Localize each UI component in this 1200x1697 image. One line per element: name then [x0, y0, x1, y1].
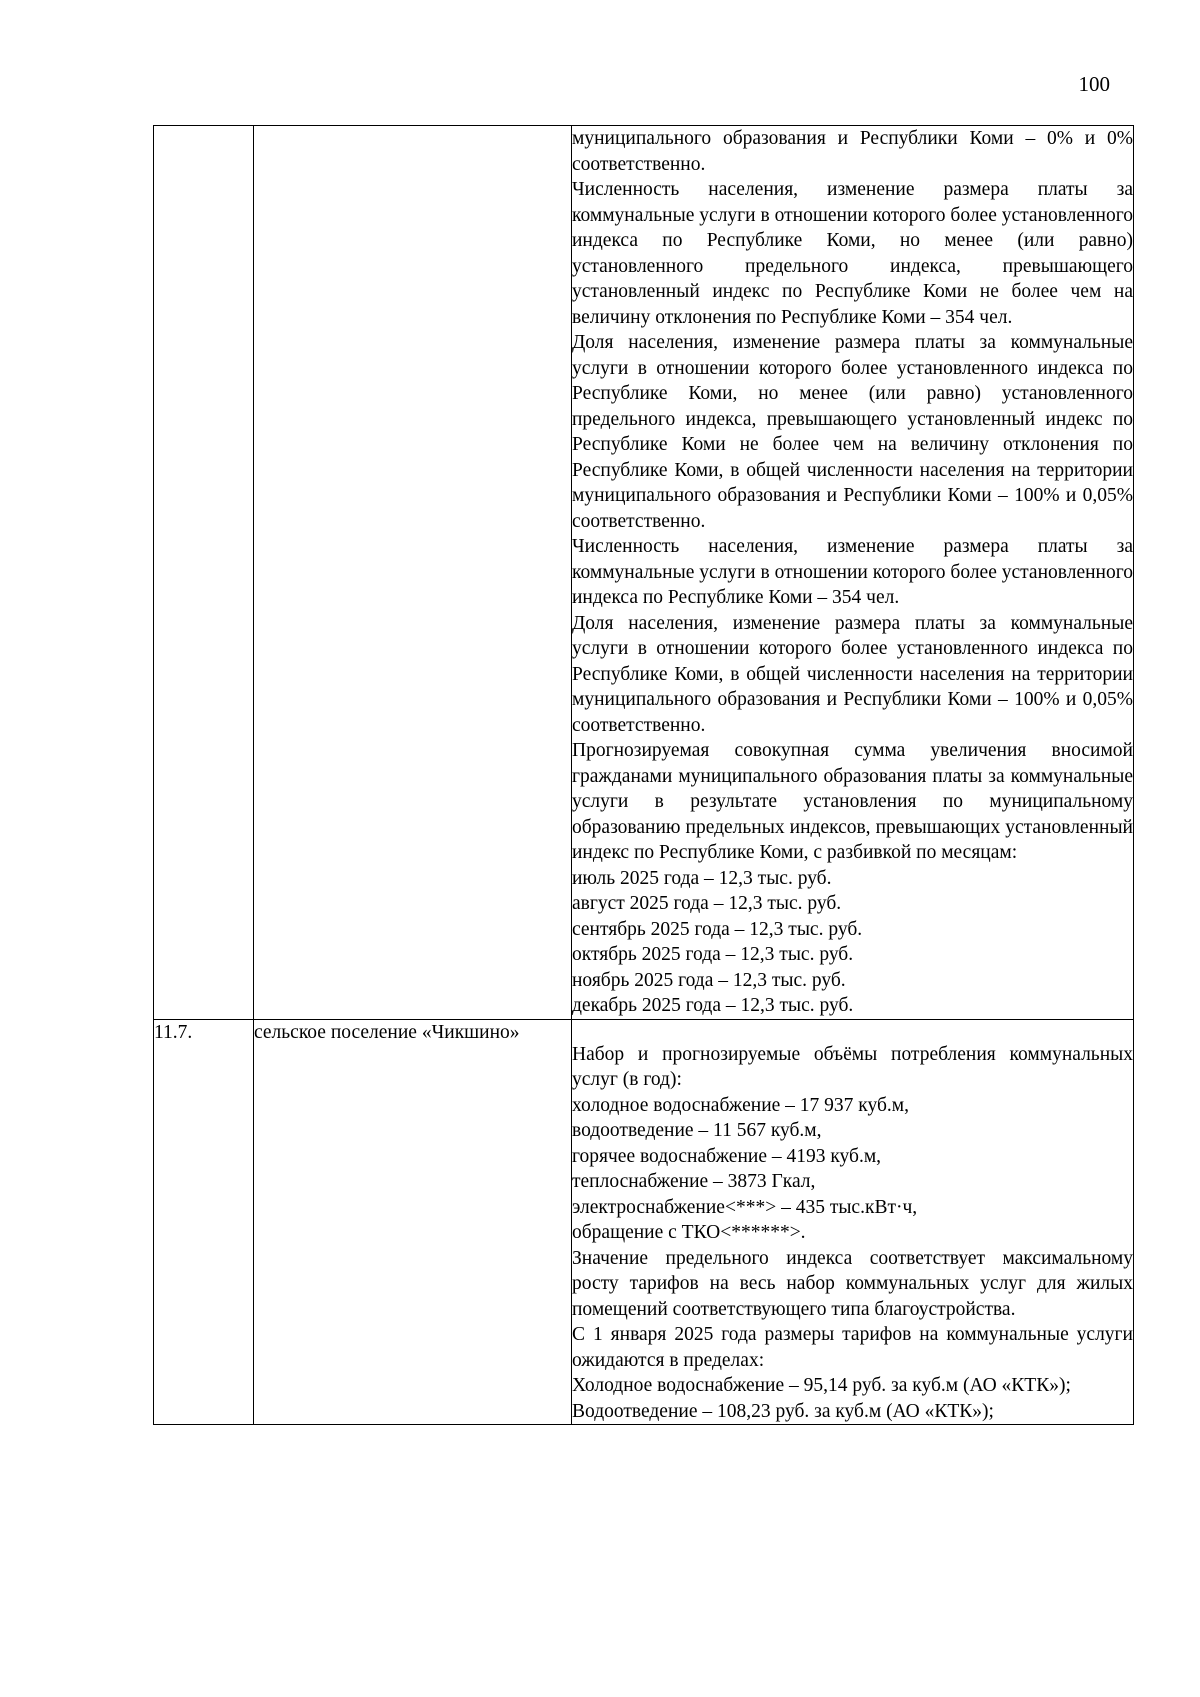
monthly-amount-line: август 2025 года – 12,3 тыс. руб. [572, 893, 842, 914]
paragraph: Набор и прогнозируемые объёмы потребления коммунальных услуг (в год): [572, 1043, 1133, 1090]
monthly-amount-line: октябрь 2025 года – 12,3 тыс. руб. [572, 944, 854, 965]
paragraph: Доля населения, изменение размера платы за коммунальные услуги в отношении которого более установленного индекса по Республике Коми, но менее (или равно) установленного предельного индекса, превышающего установленный индекс по Республике Коми не более чем на величину отклонения по Республике Коми, в общей численности населения на территории муниципального образования и Республики Коми – 100% и 0,05% соответственно. [572, 332, 1133, 532]
municipality-name-cell [254, 126, 572, 1020]
paragraph: Численность населения, изменение размера платы за коммунальные услуги в отношении которого более установленного индекса по Республике Коми, но менее (или равно) установленного предельного индекса, превышающего установленный индекс по Республике Коми не более чем на величину отклонения по Республике Коми – 354 чел. [572, 179, 1133, 328]
consumption-line: горячее водоснабжение – 4193 куб.м, [572, 1145, 882, 1167]
paragraph: С 1 января 2025 года размеры тарифов на коммунальные услуги ожидаются в пределах: [572, 1324, 1133, 1371]
description-cell [572, 126, 1134, 1020]
paragraph: муниципального образования и Республики Коми – 0% и 0% соответственно. [572, 128, 1133, 175]
table-row [154, 126, 1134, 1020]
paragraph: Доля населения, изменение размера платы за коммунальные услуги в отношении которого более установленного индекса по Республике Коми, в общей численности населения на территории муниципального образования и Республики Коми – 100% и 0,05% соответственно. [572, 612, 1133, 736]
consumption-line: холодное водоснабжение – 17 937 куб.м, [572, 1094, 909, 1116]
monthly-amount-line: сентябрь 2025 года – 12,3 тыс. руб. [572, 918, 863, 940]
row-number-cell [154, 126, 254, 1020]
paragraph: Холодное водоснабжение – 95,14 руб. за куб.м (АО «КТК»); [572, 1375, 1071, 1396]
monthly-amount-line: июль 2025 года – 12,3 тыс. руб. [572, 867, 832, 889]
consumption-line: теплоснабжение – 3873 Гкал, [572, 1171, 816, 1192]
row-number-cell: 11.7. [154, 1019, 254, 1425]
description-cell [572, 1019, 1134, 1425]
consumption-line: водоотведение – 11 567 куб.м, [572, 1120, 822, 1141]
paragraph: Численность населения, изменение размера платы за коммунальные услуги в отношении которого более установленного индекса по Республике Коми – 354 чел. [572, 536, 1133, 608]
document-table [153, 125, 1134, 1425]
municipality-name-cell: сельское поселение «Чикшино» [254, 1019, 572, 1425]
paragraph: Значение предельного индекса соответствует максимальному росту тарифов на весь набор коммунальных услуг для жилых помещений соответствующего типа благоустройства. [572, 1247, 1133, 1320]
table-row [154, 1019, 1134, 1425]
consumption-line: обращение с ТКО<******>. [572, 1222, 806, 1243]
monthly-amount-line: ноябрь 2025 года – 12,3 тыс. руб. [572, 969, 846, 991]
paragraph: Прогнозируемая совокупная сумма увеличения вносимой гражданами муниципального образования платы за коммунальные услуги в результате установления по муниципальному образованию предельных индексов, превышающих установленный индекс по Республике Коми, с разбивкой по месяцам: [572, 740, 1133, 863]
page-number: 100 [1078, 72, 1110, 96]
consumption-line: электроснабжение<***> – 435 тыс.кВт·ч, [572, 1196, 918, 1218]
tariff-line: Водоотведение – 108,23 руб. за куб.м (АО «КТК»); [572, 1400, 994, 1422]
monthly-amount-line: декабрь 2025 года – 12,3 тыс. руб. [572, 995, 854, 1016]
